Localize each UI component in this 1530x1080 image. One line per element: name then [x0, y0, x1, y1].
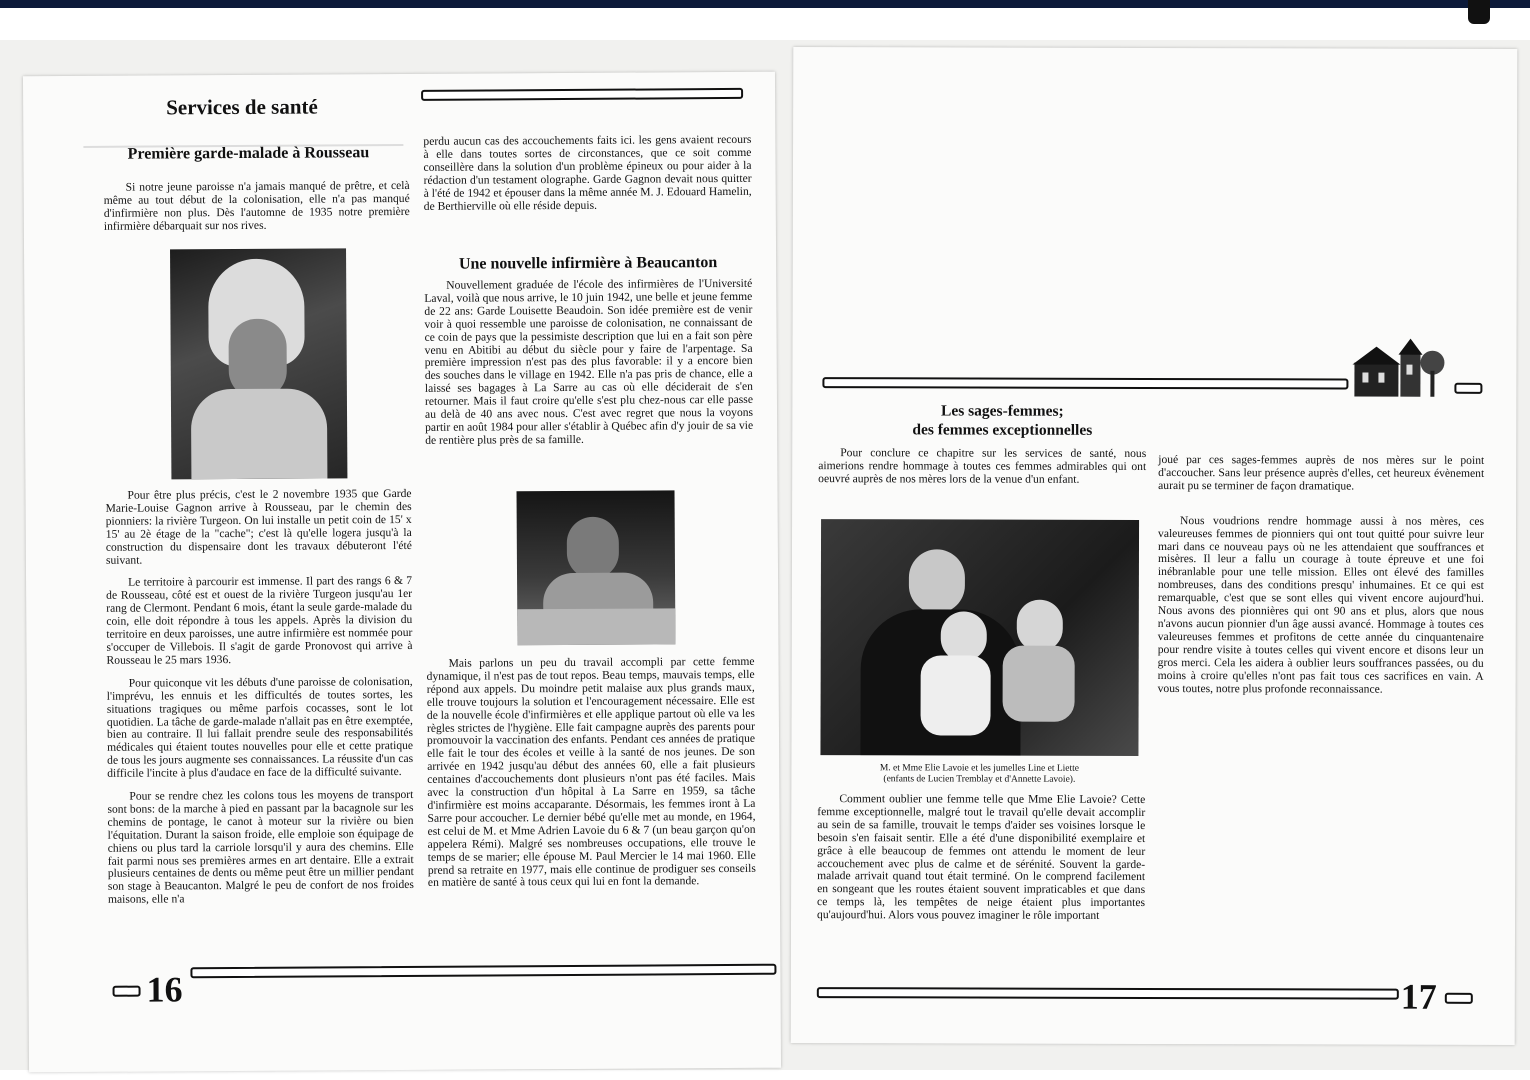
- desk-shape: [517, 608, 675, 645]
- woman-head-shape: [909, 549, 965, 613]
- uniform-shape: [191, 388, 328, 479]
- page-number-16: 16: [146, 969, 183, 1010]
- article2-paragraph-1: Nouvellement graduée de l'école des infirmières de l'Université Laval, voilà que nous arrive, le 10 juin 1942, une belle et jeune femme de 22 ans: Garde Louisette Beaudoin. Son idée première est de venir voir à quoi ressemble une paroisse de colonisation, ne connaissant de ce coin de pays que la pessimiste description que lui en a fait son père venu en Abitibi au début du siècle pour y faire de l'arpentage. Sa première impression n'est pas des plus favorable: il y a encore bien des souches dans le village en 1942. Elle n'a pas pris de chance, elle a laissé ses bagages à La Sarre au cas où elle déciderait de s'en retourner. Mais il faut croire qu'elle s'est plu chez-nous car elle passe au delà de 40 ans avec nous. C'est avec regret que nous la voyons partir en août 1984 pour aller s'établir à Québec afin d'y jouir de sa vie de rentière plus près de sa famille.: [424, 276, 754, 447]
- scanner-top-edge: [0, 0, 1530, 8]
- right-paragraph-2: Comment oublier une femme telle que Mme Elie Lavoie? Cette femme exceptionnelle, malgré tout le travail qu'elle devait accomplir au sein de sa famille, trouvait le temps d'aider ses voisines lorsque le besoin s'en faisait sentir. Elle a été d'une disponibilité exemplaire et grâce à elle beaucoup de femmes ont attendu le moment de leur accouchement avec plus de calme et de sérénité. Souvent la garde-malade arrivait quand tout était terminé. On le comprend facilement en songeant que les routes étaient souvent impraticables et que dans ce temps là, les tempêtes de neige étaient plus importantes qu'aujourd'hui. Alors vous pouvez imaginer le rôle important: [817, 792, 1146, 923]
- twin-2-head-shape: [1017, 600, 1063, 652]
- photo-louisette-beaudoin: [517, 490, 676, 645]
- article2-column: [424, 278, 753, 448]
- photo-caption-line-2: (enfants de Lucien Tremblay et d'Annette Lavoie).: [883, 774, 1076, 785]
- header-rule-right-end: [1454, 383, 1482, 394]
- page-number-left-rule: [113, 986, 141, 997]
- header-rule-right: [822, 377, 1348, 389]
- twin-1-body-shape: [921, 655, 991, 735]
- photo-marie-louise-gagnon: [170, 248, 347, 479]
- title-line-2: des femmes exceptionnelles: [912, 421, 1093, 439]
- title-line-1: Les sages-femmes;: [940, 402, 1064, 420]
- right-column2: [1158, 454, 1485, 696]
- twin-2-body-shape: [1003, 646, 1075, 722]
- page-number-right-rule: [1445, 993, 1473, 1004]
- church-illustration: [1348, 335, 1444, 399]
- article1-column1: [104, 180, 410, 233]
- right-paragraph-4: Nous voudrions rendre hommage aussi à nos mères, ces valeureuses femmes de pionniers qui ont tout quitté pour suivre leur mari dans ce nouveau pays où ne les attendaient que souffrances et misères. Il leur a fallu un courage à toute épreuve et une foi inébranlable pour une telle mission. Elles ont élevé des familles nombreuses, dans des conditions presqu' inhumaines. Et ce qui est remarquable, c'est que se sont elles qui vivent encore aujourd'hui. Nous avons des pionnières qui ont 90 ans et plus, alors que nous n'avons aucun pionnier d'un âge aussi avancé. Hommage à toutes ces valeureuses femmes et profitons de cette année du cinquantenaire pour rendre visite à toutes celles qui vivent encore et disons leur un gros merci. Cela les aidera à oublier leurs souffrances passées, ou du moins à croire qu'elles n'ont pas fait tous ces sacrifices en vain. A vous toutes, notre plus profonde reconnaissance.: [1157, 513, 1485, 696]
- section-title-rule: [421, 88, 743, 101]
- photo-elie-lavoie-family: [820, 519, 1139, 756]
- right-paragraph-1: Pour conclure ce chapitre sur les services de santé, nous aimerions rendre hommage à toutes ces femmes admirables qui ont oeuvré auprès de nos mères lors de la venue d'un enfant.: [818, 446, 1147, 486]
- footer-rule-left: [190, 964, 776, 979]
- article1-paragraph-6: perdu aucun cas des accouchements faits ici. les gens avaient recours à elle dans toutes sortes de circonstances, que ce soit comme conseillère dans la solution d'un problème épineux ou pour aider à la rédaction d'un testament olographe. Garde Gagnon devait nous quitter à l'été de 1942 et épouser dans la même année M. J. Edouard Hamelin, de Berthierville où elle réside depuis.: [423, 132, 752, 213]
- article2-paragraph-2: Mais parlons un peu du travail accompli par cette femme dynamique, il n'est pas de tout repos. Beau temps, mauvais temps, elle répond aux appels. Du moindre petit malaise aux plus grands maux, elle trouve toujours la solution et l'encouragement nécessaire. Elle est de la nouvelle école d'infirmières et elle applique partout où elle va les règles strictes de l'hygiène. Elle fait campagne auprès des parents pour promouvoir la vaccination des enfants. Pendant ces années de pratique elle fait le tour des écoles et veille à la santé de nos jeunes. De son arrivée en 1942 jusqu'au début des années 60, elle a fait plusieurs centaines d'accouchements dont plusieurs n'ont pas été faciles. Mais avec la construction d'un hôpital à La Sarre en 1959, sa tâche d'infirmière est moins accaparante. Désormais, les femmes iront à La Sarre pour accoucher. Le dernier bébé qu'elle met au monde, en 1964, est celui de M. et Mme Adrien Lavoie du 6 & 7 (un beau garçon qu'on appelera Rémi). Malgré ses nombreuses occupations, elle trouve le temps de se marier; elle épouse M. Paul Mercier le 14 mai 1960. Elle prend sa retraite en 1977, mais elle continue de prodiguer ses conseils en matière de santé à tous ceux qui lui en font la demande.: [426, 654, 756, 890]
- photo-caption: [820, 763, 1138, 786]
- article1-paragraph-5: Pour se rendre chez les colons tous les moyens de transport sont bons: de la marche à pied en passant par la bacagnole sur les chemins de pontage, le canot à moteur sur la rivière ou bien l'équitation. Durant la saison froide, elle emploie son équipage de chiens ou plus tard la carriole lorsqu'il y aura des chemins. Elle fait parmi nous ses premières armes en art dentaire. Elle a extrait plusieurs centaines de dents ou même peut être un millier pendant son stage à Beaucanton. Malgré le peu de confort de nos froides maisons, elle n'a: [107, 787, 414, 907]
- left-page: [23, 72, 781, 1073]
- binder-clip: [1468, 0, 1490, 24]
- right-column1-intro: [818, 447, 1146, 487]
- article1-column2: [423, 134, 751, 213]
- portrait-head-shape: [567, 517, 619, 579]
- twin-1-head-shape: [941, 611, 987, 661]
- face-shape: [228, 319, 286, 399]
- photo-caption-line-1: M. et Mme Elie Lavoie et les jumelles Line et Liette: [879, 763, 1080, 774]
- article2-title: Une nouvelle infirmière à Beaucanton: [458, 254, 718, 273]
- article1-paragraph-2: Pour être plus précis, c'est le 2 novembre 1935 que Garde Marie-Louise Gagnon arrive à Rousseau, par le chemin des pionniers: la rivière Turgeon. On lui installe un petit coin de 15' x 15' au 2è étage de la "cache"; c'est là qu'elle logera jusqu'à la construction du dispensaire dont les travaux débuteront l'été suivant.: [105, 486, 412, 567]
- sages-femmes-title: [832, 401, 1172, 440]
- article1-title: Première garde-malade à Rousseau: [127, 144, 370, 163]
- section-title: Services de santé: [166, 94, 318, 120]
- article1-paragraph-4: Pour quiconque vit les débuts d'une paroisse de colonisation, l'imprévu, les ennuis et les difficultés de toutes sortes, les situations tragiques ou même parfois cocasses, sont le lot quotidien. La tâche de garde-malade n'allait pas en être exemptée, bien au contraire. Il lui fallait prendre seule des responsabilités médicales qui étaient toutes nouvelles pour elle et cette pratique de tous les jours augmente ses connaissances. La réussite d'un cas difficile l'incite à plus d'audace en face de la difficulté suivante.: [106, 674, 414, 780]
- article1-column1-continued: [105, 488, 414, 907]
- right-page: [791, 47, 1518, 1045]
- church-icon: [1348, 335, 1444, 399]
- footer-rule-right: [817, 987, 1399, 1000]
- article2-column-continued: [427, 656, 756, 890]
- article1-paragraph-3: Le territoire à parcourir est immense. Il part des rangs 6 & 7 de Rousseau, côté est et ouest de la rivière Turgeon jusqu'au 1er rang de Clermont. Pendant 6 mois, étant la seule garde-malade du coin, elle doit répondre à tous les appels. Après la division du territoire en deux paroisses, une autre infirmière est nommée pour s'occuper de Villebois. Il s'agit de garde Pronovost qui arrive à Rousseau le 25 mars 1936.: [106, 574, 413, 667]
- right-column1-continued: [817, 793, 1145, 923]
- right-paragraph-3: joué par ces sages-femmes auprès de nos mères sur le point d'accoucher. Sans leur présence auprès d'elles, cet heureux évènement aurait pu se terminer de façon dramatique.: [1158, 453, 1485, 493]
- page-number-17: 17: [1400, 976, 1437, 1017]
- article1-paragraph-1: Si notre jeune paroisse n'a jamais manqué de prêtre, et celà même au tout début de la colonisation, elle n'a pas manqué d'infirmière non plus. Dès l'automne de 1935 notre première infirmière débarquait sur nos rives.: [103, 178, 410, 233]
